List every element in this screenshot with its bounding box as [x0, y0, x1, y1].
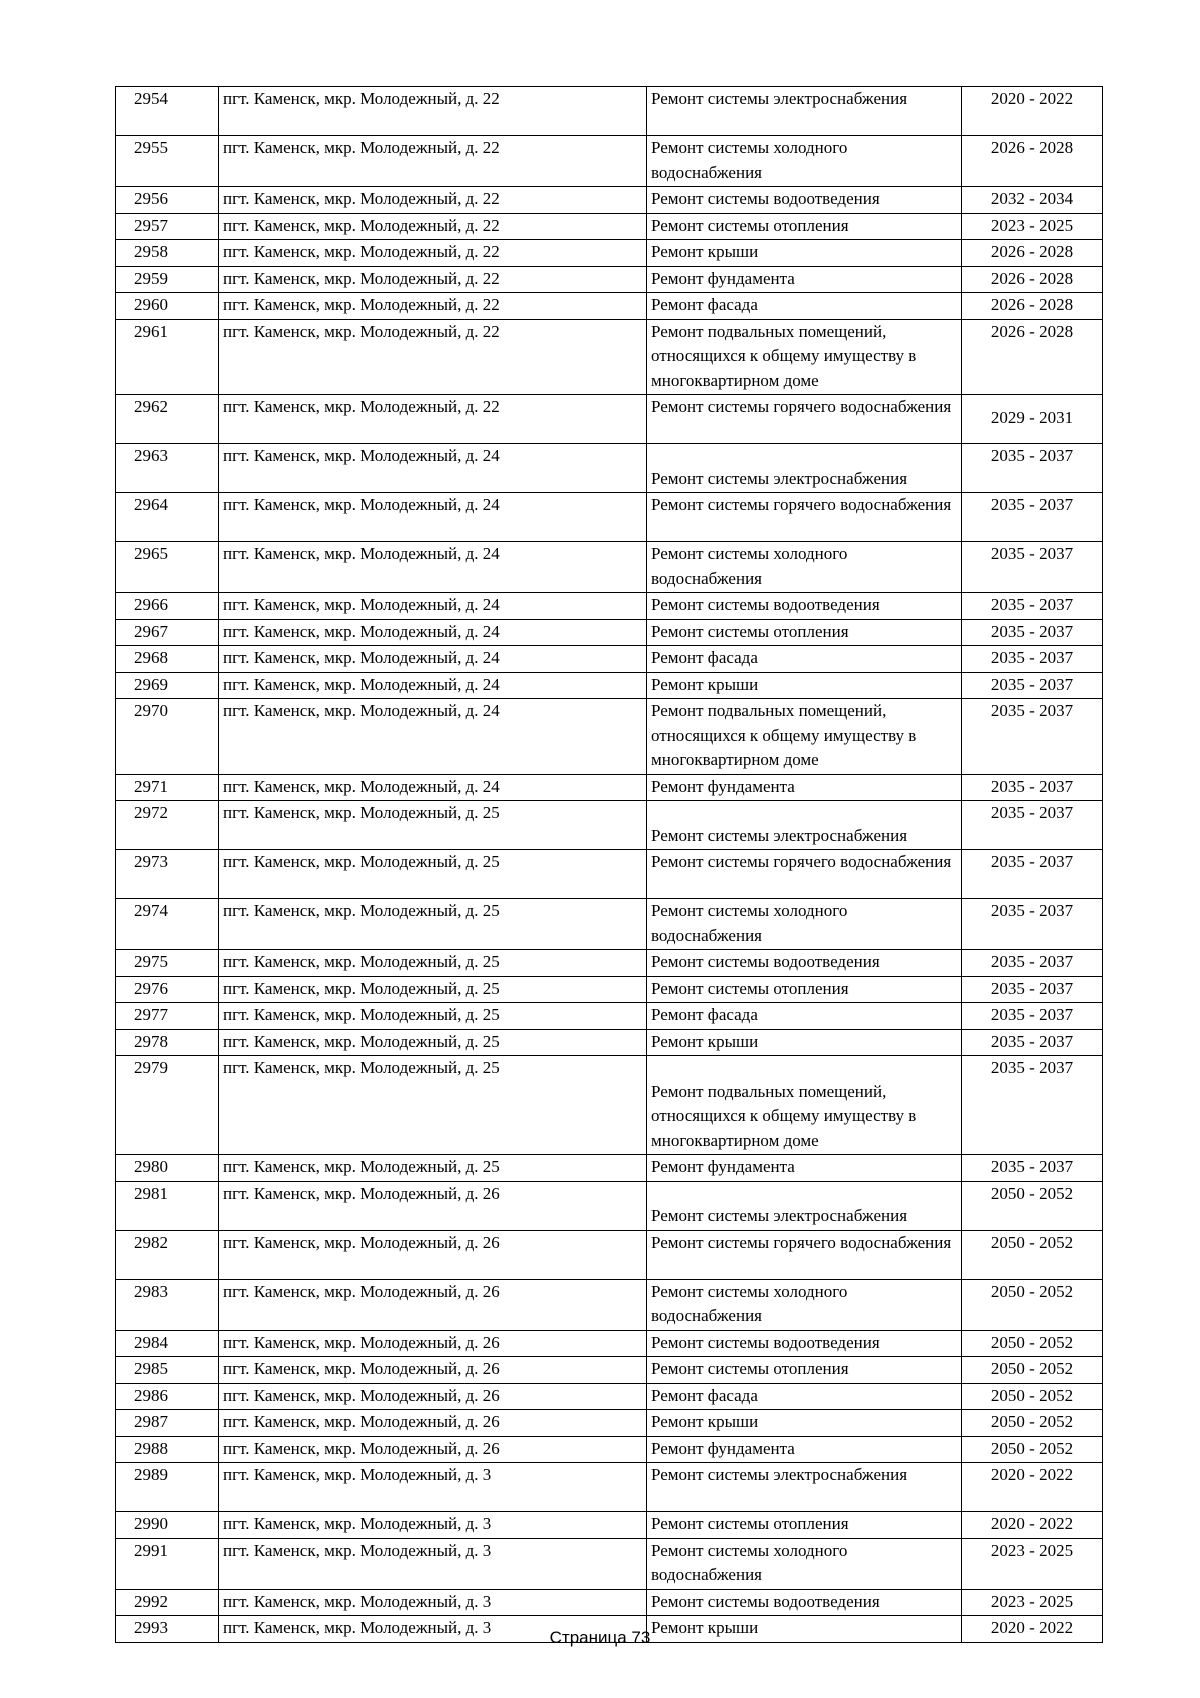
- row-number: 2967: [116, 619, 219, 646]
- row-period: 2035 - 2037: [962, 774, 1103, 801]
- row-work-type: Ремонт системы холодного водоснабжения: [647, 136, 962, 187]
- row-address: пгт. Каменск, мкр. Молодежный, д. 25: [219, 850, 647, 899]
- row-address: пгт. Каменск, мкр. Молодежный, д. 22: [219, 136, 647, 187]
- row-address: пгт. Каменск, мкр. Молодежный, д. 24: [219, 593, 647, 620]
- row-work-type: Ремонт системы электроснабжения: [647, 1181, 962, 1230]
- row-address: пгт. Каменск, мкр. Молодежный, д. 3: [219, 1538, 647, 1589]
- row-number: 2968: [116, 646, 219, 673]
- row-work-type: Ремонт подвальных помещений, относящихся к общему имуществу в многоквартирном доме: [647, 699, 962, 775]
- row-work-type: Ремонт системы водоотведения: [647, 950, 962, 977]
- row-work-type: Ремонт системы холодного водоснабжения: [647, 542, 962, 593]
- row-address: пгт. Каменск, мкр. Молодежный, д. 3: [219, 1463, 647, 1512]
- row-work-type: Ремонт системы электроснабжения: [647, 1463, 962, 1512]
- row-address: пгт. Каменск, мкр. Молодежный, д. 22: [219, 266, 647, 293]
- row-number: 2955: [116, 136, 219, 187]
- row-period: 2035 - 2037: [962, 976, 1103, 1003]
- row-number: 2979: [116, 1056, 219, 1155]
- row-address: пгт. Каменск, мкр. Молодежный, д. 24: [219, 672, 647, 699]
- row-period: 2035 - 2037: [962, 1155, 1103, 1182]
- row-work-type: Ремонт системы водоотведения: [647, 187, 962, 214]
- table-row: [116, 493, 1103, 542]
- row-work-type: Ремонт крыши: [647, 1410, 962, 1437]
- table-row: [116, 672, 1103, 699]
- row-period: 2035 - 2037: [962, 1056, 1103, 1155]
- row-work-type: Ремонт системы холодного водоснабжения: [647, 899, 962, 950]
- row-period: 2026 - 2028: [962, 319, 1103, 395]
- row-period: 2029 - 2031: [962, 395, 1103, 444]
- row-work-type: Ремонт крыши: [647, 240, 962, 267]
- row-period: 2035 - 2037: [962, 1003, 1103, 1030]
- row-number: 2991: [116, 1538, 219, 1589]
- row-address: пгт. Каменск, мкр. Молодежный, д. 26: [219, 1410, 647, 1437]
- row-address: пгт. Каменск, мкр. Молодежный, д. 26: [219, 1279, 647, 1330]
- row-address: пгт. Каменск, мкр. Молодежный, д. 26: [219, 1436, 647, 1463]
- row-address: пгт. Каменск, мкр. Молодежный, д. 24: [219, 619, 647, 646]
- row-address: пгт. Каменск, мкр. Молодежный, д. 22: [219, 395, 647, 444]
- table-row: [116, 444, 1103, 493]
- row-address: пгт. Каменск, мкр. Молодежный, д. 3: [219, 1616, 647, 1643]
- row-period: 2020 - 2022: [962, 1512, 1103, 1539]
- row-work-type: Ремонт фундамента: [647, 1436, 962, 1463]
- row-work-type: Ремонт фасада: [647, 1383, 962, 1410]
- row-period: 2050 - 2052: [962, 1181, 1103, 1230]
- row-number: 2980: [116, 1155, 219, 1182]
- row-period: 2026 - 2028: [962, 293, 1103, 320]
- row-work-type: Ремонт системы водоотведения: [647, 593, 962, 620]
- row-period: 2023 - 2025: [962, 1538, 1103, 1589]
- row-address: пгт. Каменск, мкр. Молодежный, д. 26: [219, 1330, 647, 1357]
- row-work-type: Ремонт системы горячего водоснабжения: [647, 395, 962, 444]
- row-address: пгт. Каменск, мкр. Молодежный, д. 25: [219, 976, 647, 1003]
- row-work-type: Ремонт системы отопления: [647, 619, 962, 646]
- table-row: [116, 87, 1103, 136]
- table-row: [116, 1330, 1103, 1357]
- row-number: 2977: [116, 1003, 219, 1030]
- row-work-type: Ремонт системы водоотведения: [647, 1589, 962, 1616]
- row-number: 2954: [116, 87, 219, 136]
- row-period: 2035 - 2037: [962, 493, 1103, 542]
- row-work-type: Ремонт системы отопления: [647, 213, 962, 240]
- row-work-type: Ремонт системы отопления: [647, 976, 962, 1003]
- row-number: 2983: [116, 1279, 219, 1330]
- row-work-type: Ремонт фундамента: [647, 1155, 962, 1182]
- row-address: пгт. Каменск, мкр. Молодежный, д. 24: [219, 542, 647, 593]
- row-work-type: Ремонт подвальных помещений, относящихся к общему имуществу в многоквартирном доме: [647, 319, 962, 395]
- row-period: 2035 - 2037: [962, 801, 1103, 850]
- repair-schedule-table: [115, 86, 1103, 1643]
- row-address: пгт. Каменск, мкр. Молодежный, д. 25: [219, 1155, 647, 1182]
- row-work-type: Ремонт фундамента: [647, 266, 962, 293]
- row-address: пгт. Каменск, мкр. Молодежный, д. 22: [219, 240, 647, 267]
- table-row: [116, 774, 1103, 801]
- row-address: пгт. Каменск, мкр. Молодежный, д. 24: [219, 646, 647, 673]
- row-period: 2020 - 2022: [962, 1616, 1103, 1643]
- table-row: [116, 213, 1103, 240]
- row-period: 2020 - 2022: [962, 1463, 1103, 1512]
- row-number: 2970: [116, 699, 219, 775]
- row-work-type: Ремонт подвальных помещений, относящихся к общему имуществу в многоквартирном доме: [647, 1056, 962, 1155]
- row-work-type: Ремонт системы электроснабжения: [647, 444, 962, 493]
- row-period: 2050 - 2052: [962, 1410, 1103, 1437]
- row-number: 2990: [116, 1512, 219, 1539]
- row-number: 2982: [116, 1230, 219, 1279]
- row-work-type: Ремонт системы горячего водоснабжения: [647, 1230, 962, 1279]
- table-row: [116, 1512, 1103, 1539]
- row-number: 2962: [116, 395, 219, 444]
- table-row: [116, 1410, 1103, 1437]
- row-number: 2973: [116, 850, 219, 899]
- row-number: 2966: [116, 593, 219, 620]
- row-number: 2959: [116, 266, 219, 293]
- row-number: 2986: [116, 1383, 219, 1410]
- row-address: пгт. Каменск, мкр. Молодежный, д. 26: [219, 1230, 647, 1279]
- row-number: 2972: [116, 801, 219, 850]
- row-address: пгт. Каменск, мкр. Молодежный, д. 25: [219, 950, 647, 977]
- row-address: пгт. Каменск, мкр. Молодежный, д. 25: [219, 1029, 647, 1056]
- table-row: [116, 1589, 1103, 1616]
- row-period: 2020 - 2022: [962, 87, 1103, 136]
- page-number: Страница 73: [549, 1628, 651, 1647]
- row-number: 2984: [116, 1330, 219, 1357]
- row-period: 2035 - 2037: [962, 899, 1103, 950]
- row-address: пгт. Каменск, мкр. Молодежный, д. 22: [219, 187, 647, 214]
- table-row: [116, 1003, 1103, 1030]
- table-row: [116, 850, 1103, 899]
- row-number: 2976: [116, 976, 219, 1003]
- row-period: 2050 - 2052: [962, 1383, 1103, 1410]
- row-address: пгт. Каменск, мкр. Молодежный, д. 24: [219, 774, 647, 801]
- table-row: [116, 593, 1103, 620]
- row-number: 2978: [116, 1029, 219, 1056]
- row-work-type: Ремонт фасада: [647, 293, 962, 320]
- table-row: [116, 1357, 1103, 1384]
- row-address: пгт. Каменск, мкр. Молодежный, д. 3: [219, 1512, 647, 1539]
- row-number: 2992: [116, 1589, 219, 1616]
- row-work-type: Ремонт фасада: [647, 646, 962, 673]
- row-period: 2035 - 2037: [962, 593, 1103, 620]
- table-row: [116, 801, 1103, 850]
- row-number: 2965: [116, 542, 219, 593]
- row-period: 2026 - 2028: [962, 266, 1103, 293]
- table-row: [116, 1383, 1103, 1410]
- table-row: [116, 950, 1103, 977]
- row-number: 2963: [116, 444, 219, 493]
- row-number: 2993: [116, 1616, 219, 1643]
- table-row: [116, 699, 1103, 775]
- row-address: пгт. Каменск, мкр. Молодежный, д. 25: [219, 899, 647, 950]
- table-row: [116, 136, 1103, 187]
- row-number: 2985: [116, 1357, 219, 1384]
- table-row: [116, 319, 1103, 395]
- row-address: пгт. Каменск, мкр. Молодежный, д. 25: [219, 1056, 647, 1155]
- row-number: 2988: [116, 1436, 219, 1463]
- table-row: [116, 1279, 1103, 1330]
- row-number: 2957: [116, 213, 219, 240]
- row-period: 2035 - 2037: [962, 950, 1103, 977]
- table-row: [116, 1029, 1103, 1056]
- row-period: 2050 - 2052: [962, 1279, 1103, 1330]
- table-row: [116, 266, 1103, 293]
- row-period: 2035 - 2037: [962, 444, 1103, 493]
- table-row: [116, 1538, 1103, 1589]
- table-row: [116, 1056, 1103, 1155]
- row-period: 2050 - 2052: [962, 1436, 1103, 1463]
- row-work-type: Ремонт фасада: [647, 1003, 962, 1030]
- row-period: 2032 - 2034: [962, 187, 1103, 214]
- row-number: 2964: [116, 493, 219, 542]
- table-row: [116, 187, 1103, 214]
- row-work-type: Ремонт системы отопления: [647, 1512, 962, 1539]
- row-work-type: Ремонт системы водоотведения: [647, 1330, 962, 1357]
- row-work-type: Ремонт системы горячего водоснабжения: [647, 850, 962, 899]
- row-address: пгт. Каменск, мкр. Молодежный, д. 26: [219, 1357, 647, 1384]
- row-number: 2981: [116, 1181, 219, 1230]
- table-row: [116, 646, 1103, 673]
- row-work-type: Ремонт системы электроснабжения: [647, 801, 962, 850]
- table-body: [116, 87, 1103, 1643]
- row-period: 2050 - 2052: [962, 1230, 1103, 1279]
- row-address: пгт. Каменск, мкр. Молодежный, д. 25: [219, 801, 647, 850]
- row-work-type: Ремонт системы холодного водоснабжения: [647, 1538, 962, 1589]
- row-address: пгт. Каменск, мкр. Молодежный, д. 26: [219, 1181, 647, 1230]
- table-row: [116, 395, 1103, 444]
- row-address: пгт. Каменск, мкр. Молодежный, д. 3: [219, 1589, 647, 1616]
- table-row: [116, 1230, 1103, 1279]
- row-period: 2035 - 2037: [962, 646, 1103, 673]
- row-address: пгт. Каменск, мкр. Молодежный, д. 22: [219, 319, 647, 395]
- table-row: [116, 1155, 1103, 1182]
- row-number: 2969: [116, 672, 219, 699]
- row-work-type: Ремонт крыши: [647, 672, 962, 699]
- row-number: 2975: [116, 950, 219, 977]
- row-period: 2035 - 2037: [962, 699, 1103, 775]
- table-row: [116, 619, 1103, 646]
- row-period: 2035 - 2037: [962, 1029, 1103, 1056]
- table-row: [116, 542, 1103, 593]
- row-address: пгт. Каменск, мкр. Молодежный, д. 24: [219, 444, 647, 493]
- row-work-type: Ремонт системы электроснабжения: [647, 87, 962, 136]
- row-address: пгт. Каменск, мкр. Молодежный, д. 26: [219, 1383, 647, 1410]
- row-number: 2961: [116, 319, 219, 395]
- row-period: 2035 - 2037: [962, 619, 1103, 646]
- row-number: 2956: [116, 187, 219, 214]
- row-number: 2971: [116, 774, 219, 801]
- table-row: [116, 976, 1103, 1003]
- row-period: 2035 - 2037: [962, 542, 1103, 593]
- table-row: [116, 293, 1103, 320]
- row-period: 2050 - 2052: [962, 1330, 1103, 1357]
- row-period: 2023 - 2025: [962, 1589, 1103, 1616]
- table-row: [116, 1463, 1103, 1512]
- row-period: 2035 - 2037: [962, 672, 1103, 699]
- row-address: пгт. Каменск, мкр. Молодежный, д. 24: [219, 493, 647, 542]
- row-number: 2989: [116, 1463, 219, 1512]
- row-work-type: Ремонт системы отопления: [647, 1357, 962, 1384]
- row-address: пгт. Каменск, мкр. Молодежный, д. 22: [219, 87, 647, 136]
- row-period: 2050 - 2052: [962, 1357, 1103, 1384]
- table-row: [116, 1181, 1103, 1230]
- row-number: 2987: [116, 1410, 219, 1437]
- row-work-type: Ремонт фундамента: [647, 774, 962, 801]
- row-address: пгт. Каменск, мкр. Молодежный, д. 24: [219, 699, 647, 775]
- row-work-type: Ремонт крыши: [647, 1616, 962, 1643]
- row-address: пгт. Каменск, мкр. Молодежный, д. 22: [219, 213, 647, 240]
- row-work-type: Ремонт крыши: [647, 1029, 962, 1056]
- table-row: [116, 899, 1103, 950]
- table-row: [116, 240, 1103, 267]
- row-work-type: Ремонт системы горячего водоснабжения: [647, 493, 962, 542]
- row-period: 2035 - 2037: [962, 850, 1103, 899]
- row-work-type: Ремонт системы холодного водоснабжения: [647, 1279, 962, 1330]
- row-address: пгт. Каменск, мкр. Молодежный, д. 22: [219, 293, 647, 320]
- row-period: 2023 - 2025: [962, 213, 1103, 240]
- row-number: 2960: [116, 293, 219, 320]
- table-row: [116, 1436, 1103, 1463]
- row-number: 2958: [116, 240, 219, 267]
- row-period: 2026 - 2028: [962, 136, 1103, 187]
- row-number: 2974: [116, 899, 219, 950]
- row-address: пгт. Каменск, мкр. Молодежный, д. 25: [219, 1003, 647, 1030]
- row-period: 2026 - 2028: [962, 240, 1103, 267]
